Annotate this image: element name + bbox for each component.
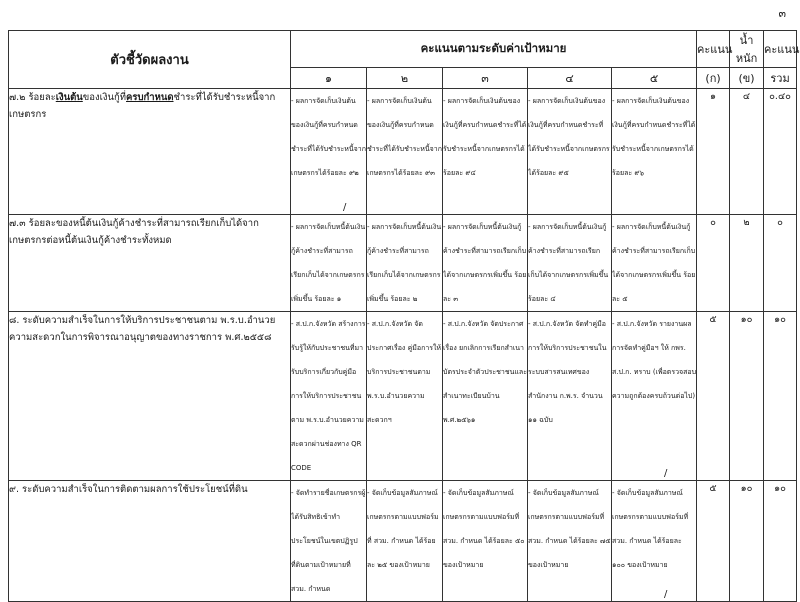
level-cell: [367, 215, 443, 312]
level-cell: [291, 481, 367, 602]
indicator-cell: ๙. ระดับความสำเร็จในการติดตามผลการใช้ประโยชน์ที่ดิน: [9, 481, 291, 602]
level-cell: [291, 312, 367, 481]
total-code: รวม: [764, 68, 797, 89]
level-header-2: ๒: [367, 68, 443, 89]
weight-value: ๒: [730, 215, 764, 312]
kpi-score-table: [8, 30, 800, 602]
level-criterion: - ผลการจัดเก็บเงินต้นของเงินกู้ที่ครบกำหนดชำระที่ได้รับชำระหนี้จากเกษตรกรได้ร้อยละ ๙๖: [612, 97, 696, 177]
level-criterion: - จัดเก็บข้อมูลสัมภาษณ์เกษตรกรตามแบบฟอร์มที่ สวม. กำหนด ได้ร้อยละ ๒๕ ของเป้าหมาย: [367, 489, 439, 569]
total-value: ๑๐: [764, 481, 797, 602]
level-cell: [367, 312, 443, 481]
weight-header-label: น้ำหนัก: [735, 34, 758, 65]
level-criterion: - ผลการจัดเก็บเงินต้นของเงินกู้ที่ครบกำหนดชำระที่ได้รับชำระหนี้จากเกษตรกรได้ร้อยละ ๙๕: [528, 97, 610, 177]
level-criterion: - ผลการจัดเก็บหนี้ต้นเงินกู้ค้างชำระที่สามารถเรียกเก็บได้จากเกษตรกรเพิ่มขึ้น ร้อยละ ๒: [367, 223, 442, 303]
level-header-4: ๔: [528, 68, 612, 89]
indicator-cell: ๘. ระดับความสำเร็จในการให้บริการประชาชนตาม พ.ร.บ.อำนวยความสะดวกในการพิจารณาอนุญาตของทางราชการ พ.ศ.๒๕๕๘: [9, 312, 291, 481]
indicator-emphasis: ครบกำหนด: [126, 92, 174, 103]
level-criterion: - ผลการจัดเก็บหนี้ต้นเงินกู้ค้างชำระที่สามารถเรียกเก็บได้จากเกษตรกรเพิ่มขึ้น ร้อยละ ๕: [612, 223, 696, 303]
score-value: ๕: [697, 481, 730, 602]
level-cell: [291, 89, 367, 215]
level-criterion: - ผลการจัดเก็บเงินต้นของเงินกู้ที่ครบกำหนดชำระที่ได้รับชำระหนี้จากเกษตรกรได้ร้อยละ ๙๒: [291, 97, 366, 177]
level-cell: [291, 215, 367, 312]
weight-value: ๑๐: [730, 481, 764, 602]
table-row: [9, 312, 797, 481]
level-cell: [443, 481, 528, 602]
level-cell: [443, 215, 528, 312]
level-criterion: - ผลการจัดเก็บหนี้ต้นเงินกู้ค้างชำระที่สามารถเรียกเก็บได้จากเกษตรกรเพิ่มขึ้น ร้อยละ ๑: [291, 223, 366, 303]
weight-value: ๑๐: [730, 312, 764, 481]
level-cell: [612, 215, 697, 312]
level-criterion: - จัดเก็บข้อมูลสัมภาษณ์เกษตรกรตามแบบฟอร์มที่ สวม. กำหนด ได้ร้อยละ ๑๐๐ ของเป้าหมาย: [612, 489, 689, 569]
score-header-label: คะแนน: [697, 43, 733, 56]
level-cell: [528, 89, 612, 215]
level-criterion: - ผลการจัดเก็บเงินต้นของเงินกู้ที่ครบกำหนดชำระที่ได้รับชำระหนี้จากเกษตรกรได้ร้อยละ ๙๓: [367, 97, 442, 177]
score-value: ๑: [697, 89, 730, 215]
level-cell: [367, 481, 443, 602]
achieved-mark: /: [664, 468, 668, 479]
achieved-mark: /: [343, 202, 347, 213]
level-criterion: - ส.ป.ก.จังหวัด จัดประกาศเรื่อง คู่มือการให้บริการประชาชนตาม พ.ร.บ.อำนวยความสะดวกฯ: [367, 320, 442, 424]
weight-header: [730, 31, 764, 68]
level-cell: [528, 481, 612, 602]
level-header-1: ๑: [291, 68, 367, 89]
level-cell: [612, 481, 697, 602]
level-cell: [443, 312, 528, 481]
indicator-cell: ๗.๓ ร้อยละของหนี้ต้นเงินกู้ค้างชำระที่สามารถเรียกเก็บได้จากเกษตรกรต่อหนี้ต้นเงินกู้ค้างชำระทั้งหมด: [9, 215, 291, 312]
table-row: [9, 215, 797, 312]
level-criterion: - ส.ป.ก.จังหวัด จัดประกาศเรื่อง ยกเลิกการเรียกสำเนาบัตรประจำตัวประชาชนและสำเนาทะเบียนบ้าน พ.ศ.๒๕๖๑: [443, 320, 527, 424]
total-value: ๐: [764, 215, 797, 312]
indicator-text: ของเงินกู้ที่: [82, 92, 127, 103]
level-criterion: - จัดเก็บข้อมูลสัมภาษณ์เกษตรกรตามแบบฟอร์มที่ สวม. กำหนด ได้ร้อยละ ๕๐ ของเป้าหมาย: [443, 489, 525, 569]
level-cell: [612, 312, 697, 481]
level-criterion: - ส.ป.ก.จังหวัด จัดทำคู่มือการให้บริการประชาชนในระบบสารสนเทศของสำนักงาน ก.พ.ร. จำนวน ๑๑ ฉบับ: [528, 320, 607, 424]
level-cell: [443, 89, 528, 215]
level-cell: [612, 89, 697, 215]
level-cell: [528, 312, 612, 481]
level-criterion: - ส.ป.ก.จังหวัด สร้างการรับรู้ให้กับประชาชนที่มารับบริการเกี่ยวกับคู่มือการให้บริการประชาชนตาม พ.ร.บ.อำนวยความสะดวกผ่านช่องทาง QR CODE: [291, 320, 366, 472]
weight-value: ๔: [730, 89, 764, 215]
indicator-text: ชำระที่ได้รับชำระหนี้จากเกษตรกร: [9, 92, 276, 120]
level-header-5: ๕: [612, 68, 697, 89]
page-number: ๓: [778, 7, 786, 20]
indicator-cell: [9, 89, 291, 215]
total-header-label: คะแนน: [764, 43, 800, 56]
total-header: [764, 31, 800, 68]
total-value: ๑๐: [764, 312, 797, 481]
score-header: [697, 31, 733, 68]
level-header-3: ๓: [443, 68, 528, 89]
indicator-header: ตัวชี้วัดผลงาน: [9, 31, 291, 89]
level-criterion: - จัดทำรายชื่อเกษตรกรผู้ได้รับสิทธิเข้าทำประโยชน์ในเขตปฏิรูปที่ดินตามเป้าหมายที่ สวม. กำหนด: [291, 489, 366, 593]
table-row: [9, 481, 797, 602]
table-row: [9, 89, 797, 215]
level-criterion: - ผลการจัดเก็บหนี้ต้นเงินกู้ค้างชำระที่สามารถเรียกเก็บได้จากเกษตรกรเพิ่มขึ้น ร้อยละ ๔: [528, 223, 609, 303]
level-cell: [528, 215, 612, 312]
level-criterion: - ส.ป.ก.จังหวัด รายงานผลการจัดทำคู่มือฯ ให้ กพร. ส.ป.ก. ทราบ (เพื่อตรวจสอบความถูกต้องครบถ้วนต่อไป): [612, 320, 697, 400]
achieved-mark: /: [664, 589, 668, 600]
score-code: (ก): [697, 68, 730, 89]
level-criterion: - จัดเก็บข้อมูลสัมภาษณ์เกษตรกรตามแบบฟอร์มที่ สวม. กำหนด ได้ร้อยละ ๗๕ ของเป้าหมาย: [528, 489, 611, 569]
indicator-emphasis: เงินต้น: [55, 92, 83, 103]
total-value: ๐.๔๐: [764, 89, 797, 215]
level-criterion: - ผลการจัดเก็บหนี้ต้นเงินกู้ค้างชำระที่สามารถเรียกเก็บได้จากเกษตรกรเพิ่มขึ้น ร้อยละ ๓: [443, 223, 527, 303]
target-score-header: คะแนนตามระดับค่าเป้าหมาย: [291, 31, 697, 68]
score-value: ๐: [697, 215, 730, 312]
score-value: ๕: [697, 312, 730, 481]
level-cell: [367, 89, 443, 215]
level-criterion: - ผลการจัดเก็บเงินต้นของเงินกู้ที่ครบกำหนดชำระที่ได้รับชำระหนี้จากเกษตรกรได้ร้อยละ ๙๔: [443, 97, 527, 177]
indicator-text: ๗.๒ ร้อยละ: [9, 92, 56, 103]
weight-code: (ข): [730, 68, 764, 89]
